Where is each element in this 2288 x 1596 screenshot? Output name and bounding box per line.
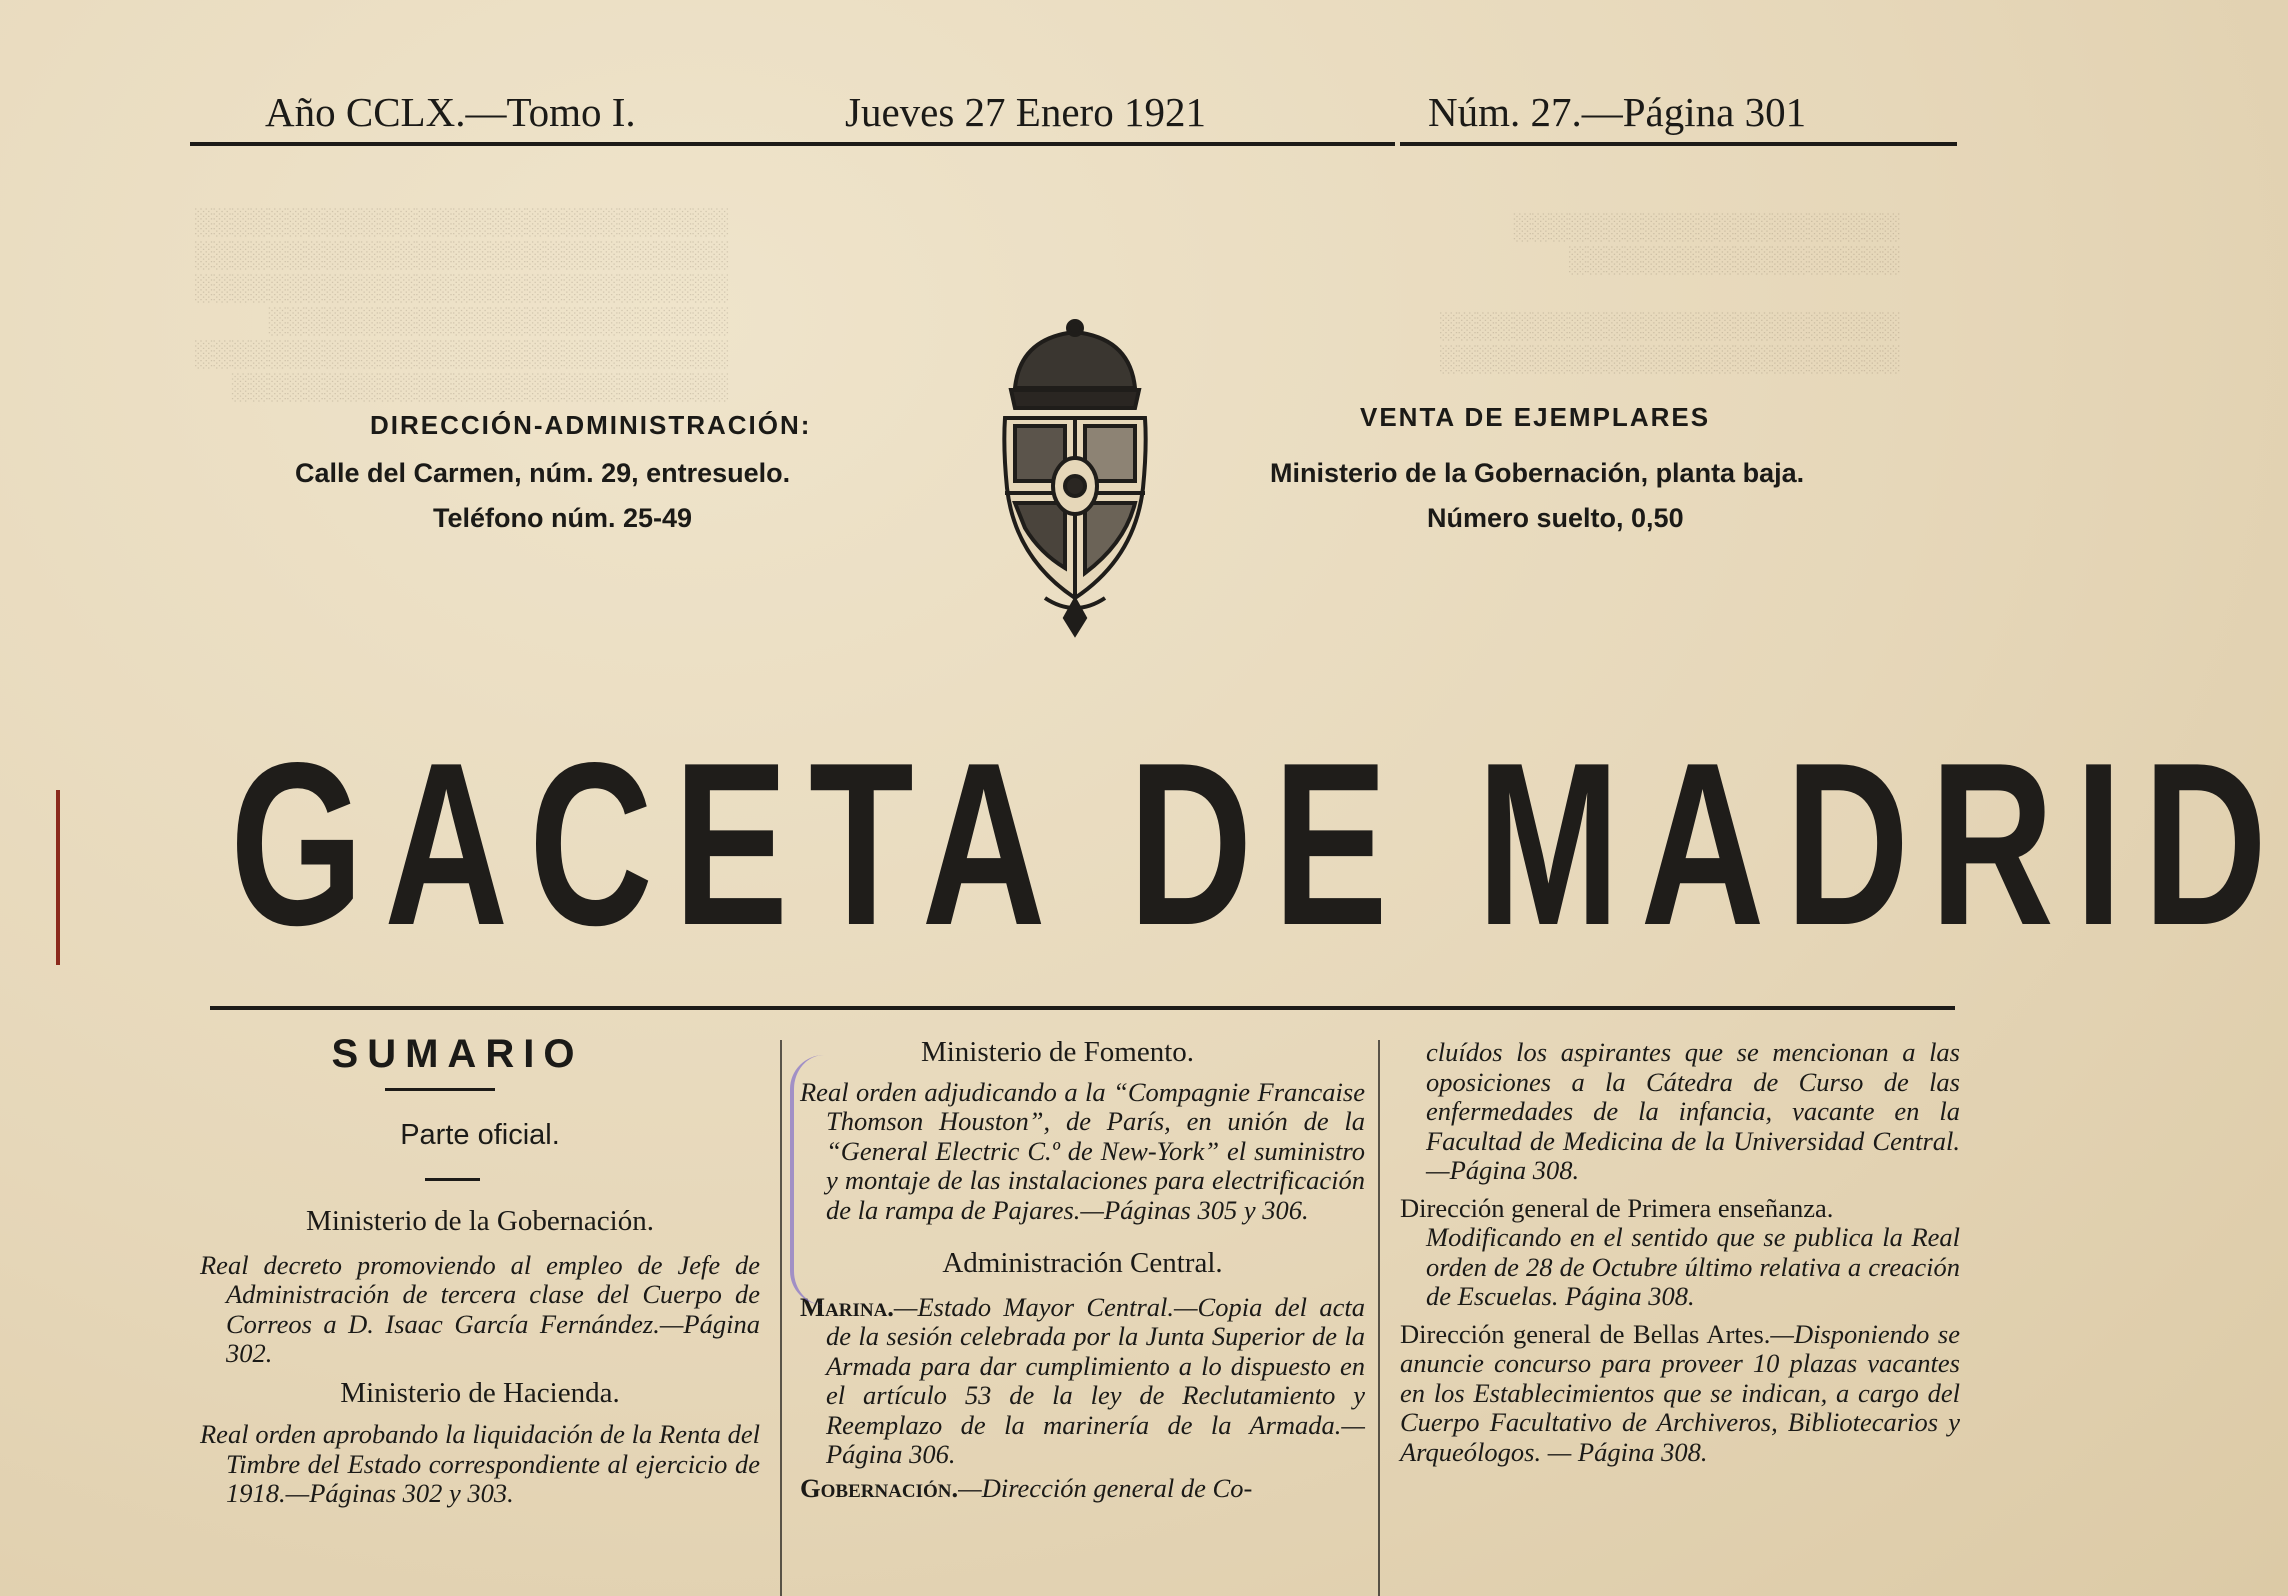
admin-right-address: Ministerio de la Gobernación, planta baja.	[1270, 458, 1805, 488]
sumario-item-marina	[800, 1293, 1365, 1470]
admin-right-price: Número suelto, 0,50	[1427, 503, 1684, 533]
admin-left-phone: Teléfono núm. 25-49	[433, 503, 693, 533]
gobernacion-text: —Dirección general de Co-	[958, 1472, 1253, 1503]
column-right	[1400, 1038, 1960, 1467]
column-left	[200, 1032, 760, 1509]
parte-oficial-rule	[425, 1178, 480, 1181]
sumario-item-real-decreto: Real decreto promoviendo al empleo de Jefe de Administración de tercera clase del Cuerpo de Correos a D. Isaac García Fernández.—Página 302.	[200, 1249, 760, 1368]
masthead-title: GACETA DE MADRID	[230, 715, 2288, 974]
sumario-item-escuelas: Modificando en el sentido que se publica la Real orden de 28 de Octubre último relativa a creación de Escuelas. Página 308.	[1426, 1222, 1960, 1311]
sumario-item-electrificacion: Real orden adjudicando a la “Compagnie Francaise Thomson Houston”, de París, en unión de la “General Electric C.º de New-York” el suministro y montaje de las instalaciones para electrificación de la rampa de Pajares.—Páginas 305 y 306.	[800, 1076, 1365, 1225]
gobernacion-label: Gobernación.	[800, 1472, 959, 1503]
bellas-artes-text: —Disponiendo se anuncie concurso para proveer 10 plazas vacantes en los Establecimientos que se indican, a cargo del Cuerpo Facultativo de Archiveros, Bibliotecarios y Arqueólogos. — Página 308.	[1400, 1318, 1960, 1467]
marina-label: Marina.	[800, 1291, 894, 1322]
masthead-rule	[210, 1006, 1955, 1010]
ministry-gobernacion-heading: Ministerio de la Gobernación.	[306, 1205, 654, 1237]
admin-left-address: Calle del Carmen, núm. 29, entresuelo.	[295, 458, 791, 488]
bleed-through-left: ░░░░░░░░░░░░░░░░░░░░░░░░░░░░░ ░░░░░░░░░░░░░░░░░░░░░░░░░░░░░ ░░░░░░░░░░░░░░░░░░░░░░░░░░░░░ ░░░░░░░░░░░░░░░░░░░░░░░░░ ░░░░░░░░░░░░░░░░░░░░░░░░░░░░░ ░░░░░░░░░░░░░░░░░░░░░░░░░░░	[195, 207, 730, 401]
bellas-artes-heading: Dirección general de Bellas Artes.	[1400, 1318, 1771, 1349]
bleed-through-right: ░░░░░░░░░░░░░░░░░░░░░ ░░░░░░░░░░░░░░░░░░ ░░░░░░░░░░░░░░░░░░░░░░░░░ ░░░░░░░░░░░░░░░░░░░░░░░░░	[1440, 212, 1901, 373]
column-divider-2	[1378, 1040, 1380, 1596]
header-rule-right	[1400, 142, 1957, 146]
royal-coat-of-arms-icon	[985, 318, 1165, 636]
header-number-page: Núm. 27.—Página 301	[1428, 89, 1807, 135]
pencil-mark	[790, 1055, 824, 1305]
header-rule-left	[190, 142, 1395, 146]
column-middle	[800, 1038, 1365, 1503]
sumario-item-gobernacion	[800, 1474, 1365, 1504]
header-year-volume: Año CCLX.—Tomo I.	[265, 89, 636, 135]
sumario-heading: SUMARIO	[331, 1032, 584, 1076]
sumario-item-real-orden-timbre: Real orden aprobando la liquidación de la Renta del Timbre del Estado correspondiente al ejercicio de 1918.—Páginas 302 y 303.	[200, 1419, 760, 1508]
marina-text: —Estado Mayor Central.—Copia del acta de la sesión celebrada por la Junta Superior de la Armada para dar cumplimiento a lo dispuesto en el artículo 53 de la ley de Reclutamiento y Reemplazo de la marinería de la Armada.—Página 306.	[826, 1291, 1365, 1469]
ministry-fomento-heading: Ministerio de Fomento.	[920, 1036, 1195, 1068]
sumario-item-catedra: cluídos los aspirantes que se mencionan a las oposiciones a la Cátedra de Curso de las enfermedades de la infancia, vacante en la Facultad de Medicina de la Universidad Central.—Página 308.	[1426, 1037, 1960, 1185]
admin-left-heading: DIRECCIÓN-ADMINISTRACIÓN:	[370, 410, 812, 440]
margin-mark	[56, 790, 60, 965]
primera-ensenanza-heading: Dirección general de Primera enseñanza.	[1400, 1192, 1834, 1223]
ministry-hacienda-heading: Ministerio de Hacienda.	[340, 1376, 620, 1409]
admin-right-heading: VENTA DE EJEMPLARES	[1360, 402, 1711, 432]
administracion-central-heading: Administración Central.	[942, 1247, 1223, 1279]
parte-oficial-heading: Parte oficial.	[400, 1118, 560, 1151]
sumario-item-bellas-artes	[1400, 1320, 1960, 1468]
sumario-rule	[385, 1088, 495, 1091]
header-date: Jueves 27 Enero 1921	[845, 89, 1206, 135]
column-divider-1	[780, 1040, 782, 1596]
